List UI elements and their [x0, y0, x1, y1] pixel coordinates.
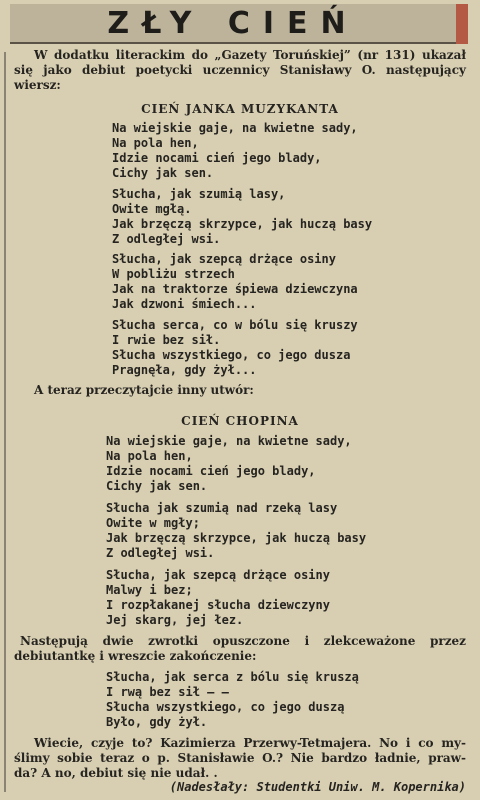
verse-line: W pobliżu strzech	[112, 267, 235, 281]
verse-line: Na wiejskie gaje, na kwietne sady,	[112, 121, 358, 135]
verse-line: Słucha serca, co w bólu się kruszy	[112, 318, 358, 332]
poem1-stanza-2	[112, 187, 372, 247]
poem2-title: CIEŃ CHOPINA	[181, 414, 299, 428]
conclusion-paragraph	[14, 736, 466, 781]
verse-line: Jak brzęczą skrzypce, jak huczą basy	[106, 531, 367, 545]
poem1-stanza-1	[112, 121, 358, 181]
intro-line: W dodatku literackim do „Gazety Toruńskiej” (nr 131) ukazał	[34, 48, 466, 62]
verse-line: Słucha, jak serca z bólu się kruszą	[106, 670, 359, 684]
note-line: Następują dwie zwrotki opuszczone i zlekceważone przez	[20, 634, 466, 648]
verse-line: Jak brzęczą skrzypce, jak huczą basy	[112, 217, 373, 231]
poem2-stanza-2	[106, 501, 366, 561]
verse-line: Malwy i bez;	[106, 583, 193, 597]
intro-line: wiersz:	[14, 78, 61, 92]
article-title: ZŁY CIEŃ	[107, 6, 359, 41]
poem1-title: CIEŃ JANKA MUZYKANTA	[141, 102, 339, 116]
verse-line: Słucha wszystkiego, co jego dusza	[112, 348, 351, 362]
verse-line: Z odległej wsi.	[106, 546, 215, 560]
left-margin-rule	[4, 52, 6, 792]
verse-line: I rwą bez sił — —	[106, 685, 229, 699]
note-line: debiutantkę i wreszcie zakończenie:	[14, 649, 257, 663]
transition-line: A teraz przeczytajcie inny utwór:	[34, 383, 254, 397]
verse-line: Słucha, jak szepcą drżące osiny	[112, 252, 336, 266]
verse-line: Na wiejskie gaje, na kwietne sady,	[106, 434, 352, 448]
conclusion-line: ślimy sobie teraz o p. Stanisławie O.? Nie bardzo ładnie, praw-	[14, 751, 466, 765]
verse-line: Słucha wszystkiego, co jego duszą	[106, 700, 345, 714]
intro-paragraph	[14, 48, 466, 93]
verse-line: Idzie nocami cień jego blady,	[112, 151, 322, 165]
conclusion-line: da? A no, debiut się nie udał. .	[14, 766, 218, 780]
conclusion-line: Wiecie, czyje to? Kazimierza Przerwy-Tetmajera. No i co my-	[34, 736, 466, 750]
poem1-stanza-3	[112, 252, 358, 312]
poem2-stanza-3	[106, 568, 330, 628]
verse-line: I rozpłakanej słucha dziewczyny	[106, 598, 330, 612]
verse-line: Jak dzwoni śmiech...	[112, 297, 257, 311]
omitted-note	[14, 634, 466, 664]
poem2-stanza-1	[106, 434, 352, 494]
verse-line: I rwie bez sił.	[112, 333, 221, 347]
verse-line: Było, gdy żył.	[106, 715, 208, 729]
verse-line: Jak na traktorze śpiewa dziewczyna	[112, 282, 358, 296]
verse-line: Owite mgłą.	[112, 202, 192, 216]
verse-line: Słucha, jak szumią lasy,	[112, 187, 286, 201]
verse-line: Cichy jak sen.	[106, 479, 208, 493]
verse-line: Owite w mgły;	[106, 516, 200, 530]
verse-line: Słucha, jak szepcą drżące osiny	[106, 568, 330, 582]
verse-line: Z odległej wsi.	[112, 232, 221, 246]
poem1-stanza-4	[112, 318, 358, 378]
verse-line: Pragnęła, gdy żył...	[112, 363, 257, 377]
signature: (Nadesłały: Studentki Uniw. M. Kopernika)	[169, 780, 466, 794]
verse-line: Słucha jak szumią nad rzeką lasy	[106, 501, 338, 515]
verse-line: Idzie nocami cień jego blady,	[106, 464, 316, 478]
intro-line: się jako debiut poetycki uczennicy Stanisławy O. następujący	[14, 63, 466, 77]
verse-line: Cichy jak sen.	[112, 166, 214, 180]
verse-line: Jej skarg, jej łez.	[106, 613, 244, 627]
verse-line: Na pola hen,	[112, 136, 199, 150]
title-band	[10, 4, 468, 44]
poem2-ending-stanza	[106, 670, 359, 730]
verse-line: Na pola hen,	[106, 449, 193, 463]
title-corner-accent	[456, 4, 468, 44]
